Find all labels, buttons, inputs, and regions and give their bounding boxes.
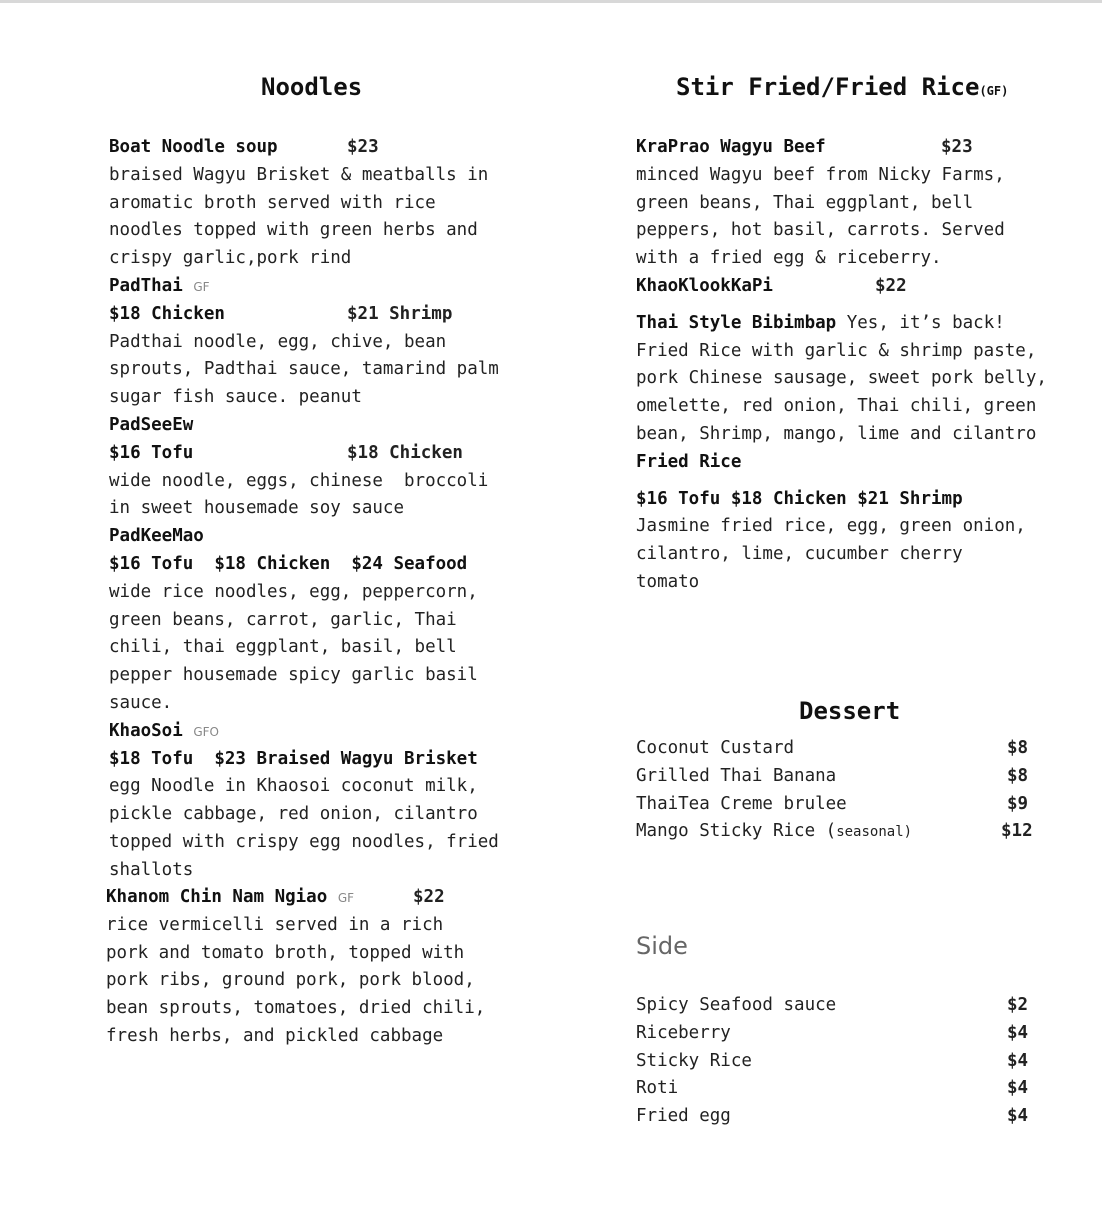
- desc-line: sugar fish sauce. peanut: [109, 387, 362, 408]
- desc-line: pepper housemade spicy garlic basil: [109, 665, 478, 686]
- list-item: [636, 992, 1036, 1020]
- item-price: $22: [875, 275, 907, 296]
- desc-line: tomato: [636, 571, 700, 592]
- desc-line: pork and tomato broth, topped with: [106, 942, 465, 963]
- dietary-tag: GF: [337, 891, 355, 905]
- item-price: $16 Tofu: [109, 442, 194, 463]
- item-price: $4: [1007, 1106, 1029, 1127]
- item-price: $2: [1007, 995, 1029, 1015]
- item-prices: $18 Tofu $23 Braised Wagyu Brisket: [109, 748, 478, 769]
- desc-line: sprouts, Padthai sauce, tamarind palm: [109, 359, 499, 380]
- item-name: KraPrao Wagyu Beef: [636, 137, 826, 157]
- item-name: PadThai: [109, 275, 183, 296]
- desc-line: pork Chinese sausage, sweet pork belly,: [636, 368, 1047, 389]
- side-heading: Side: [636, 932, 688, 960]
- desc-line: bean sprouts, tomatoes, dried chili,: [106, 998, 486, 1019]
- item-name: Riceberry: [636, 1022, 731, 1043]
- dessert-list: [636, 735, 1036, 846]
- item-name: KhaoKlookKaPi: [636, 275, 773, 296]
- item-prices: $16 Tofu $18 Chicken $21 Shrimp: [636, 488, 963, 509]
- item-description: [636, 338, 1096, 449]
- item-name: Spicy Seafood sauce: [636, 995, 837, 1015]
- item-price: $23: [941, 137, 973, 157]
- list-item: [636, 1103, 1036, 1131]
- top-border: [0, 0, 1102, 3]
- item-description: [109, 329, 569, 412]
- menu-item-khaosoi: [109, 718, 569, 746]
- desc-line: topped with crispy egg noodles, fried: [109, 831, 499, 852]
- desc-line: aromatic broth served with rice: [109, 192, 436, 213]
- desc-line: cilantro, lime, cucumber cherry: [636, 544, 963, 565]
- item-price: $8: [1007, 765, 1029, 786]
- item-name: Roti: [636, 1078, 679, 1099]
- stirfried-section: [636, 134, 1096, 597]
- item-name: Sticky Rice: [636, 1050, 752, 1071]
- desc-line: fresh herbs, and pickled cabbage: [106, 1025, 444, 1046]
- item-name: Mango Sticky Rice (: [636, 821, 837, 842]
- item-price: $8: [1007, 738, 1029, 758]
- desc-line: shallots: [109, 859, 194, 880]
- stirfried-heading: [676, 73, 1008, 101]
- item-price: $18 Chicken: [109, 303, 225, 324]
- item-name: KhaoSoi: [109, 720, 183, 741]
- noodles-section: [109, 134, 569, 885]
- desc-line: bean, Shrimp, mango, lime and cilantro: [636, 423, 1037, 444]
- desc-line: pork ribs, ground pork, pork blood,: [106, 970, 475, 991]
- dietary-tag: GF: [193, 279, 210, 294]
- desc-line: braised Wagyu Brisket & meatballs in: [109, 164, 489, 185]
- price-row: [109, 301, 569, 329]
- list-item: [636, 1020, 1036, 1048]
- item-prices: $16 Tofu $18 Chicken $24 Seafood: [109, 553, 468, 574]
- desc-line: in sweet housemade soy sauce: [109, 498, 405, 519]
- side-list: [636, 992, 1036, 1131]
- item-intro: Yes, it’s back!: [836, 312, 1005, 333]
- item-price: $22: [413, 887, 445, 907]
- item-price: $12: [1001, 821, 1033, 842]
- desc-line: rice vermicelli served in a rich: [106, 914, 444, 935]
- item-price: $4: [1007, 1022, 1029, 1043]
- item-name: PadKeeMao: [109, 526, 204, 547]
- item-description: [636, 162, 1096, 273]
- item-price: $18 Chicken: [347, 442, 463, 463]
- khanom-section: [106, 884, 566, 1051]
- heading-tag: (GF): [979, 84, 1009, 98]
- desc-line: Padthai noodle, egg, chive, bean: [109, 331, 447, 352]
- list-item: [636, 818, 1036, 846]
- noodles-heading: Noodles: [261, 73, 363, 101]
- item-price: $21 Shrimp: [347, 303, 453, 324]
- desc-line: minced Wagyu beef from Nicky Farms,: [636, 164, 1005, 185]
- desc-line: wide noodle, eggs, chinese broccoli: [109, 470, 489, 491]
- item-description: [109, 773, 569, 884]
- list-item: [636, 791, 1036, 819]
- menu-item-kraprao: [636, 134, 1096, 162]
- item-price: $9: [1007, 793, 1029, 814]
- desc-line: egg Noodle in Khaosoi coconut milk,: [109, 776, 478, 797]
- menu-item-bibimbap: [636, 310, 1096, 338]
- desc-line: noodles topped with green herbs and: [109, 220, 478, 241]
- item-description: [109, 162, 569, 273]
- menu-item-fried-rice: Fried Rice: [636, 451, 742, 472]
- desc-line: chili, thai eggplant, basil, bell: [109, 637, 457, 658]
- menu-item-khanom-chin: [106, 884, 566, 912]
- desc-line: crispy garlic,pork rind: [109, 248, 352, 269]
- desc-line: green beans, Thai eggplant, bell: [636, 192, 974, 213]
- item-note: seasonal): [836, 824, 913, 841]
- heading-text: Stir Fried/Fried Rice: [676, 73, 980, 101]
- dessert-heading: Dessert: [799, 697, 901, 725]
- menu-item-boat-noodle: [109, 134, 569, 162]
- price-row: [109, 440, 569, 468]
- item-price: $23: [347, 137, 379, 157]
- list-item: [636, 1048, 1036, 1076]
- desc-line: peppers, hot basil, carrots. Served: [636, 220, 1005, 241]
- list-item: [636, 763, 1036, 791]
- item-price: $4: [1007, 1050, 1029, 1071]
- menu-item-khaoklook: [636, 273, 1096, 301]
- item-name: Fried egg: [636, 1106, 731, 1127]
- desc-line: omelette, red onion, Thai chili, green: [636, 396, 1037, 417]
- item-name: Boat Noodle soup: [109, 137, 278, 157]
- item-name: Coconut Custard: [636, 738, 795, 758]
- item-name: Khanom Chin Nam Ngiao: [106, 887, 328, 907]
- item-name: PadSeeEw: [109, 414, 194, 435]
- item-description: [109, 468, 569, 524]
- desc-line: sauce.: [109, 692, 173, 713]
- dietary-tag: GFO: [193, 724, 219, 739]
- list-item: [636, 735, 1036, 763]
- menu-item-padkeemao: [109, 523, 569, 551]
- list-item: [636, 1075, 1036, 1103]
- item-name: Grilled Thai Banana: [636, 765, 837, 786]
- item-price: $4: [1007, 1078, 1029, 1099]
- desc-line: green beans, carrot, garlic, Thai: [109, 609, 457, 630]
- menu-item-padseeew: [109, 412, 569, 440]
- desc-line: wide rice noodles, egg, peppercorn,: [109, 581, 478, 602]
- item-name: ThaiTea Creme brulee: [636, 793, 847, 814]
- desc-line: Fried Rice with garlic & shrimp paste,: [636, 340, 1037, 361]
- item-name: Thai Style Bibimbap: [636, 312, 837, 333]
- menu-item-padthai: [109, 273, 569, 301]
- desc-line: with a fried egg & riceberry.: [636, 248, 942, 269]
- item-description: [636, 513, 1096, 596]
- desc-line: Jasmine fried rice, egg, green onion,: [636, 516, 1026, 537]
- item-description: [109, 579, 569, 718]
- item-description: [106, 912, 566, 1051]
- desc-line: pickle cabbage, red onion, cilantro: [109, 804, 478, 825]
